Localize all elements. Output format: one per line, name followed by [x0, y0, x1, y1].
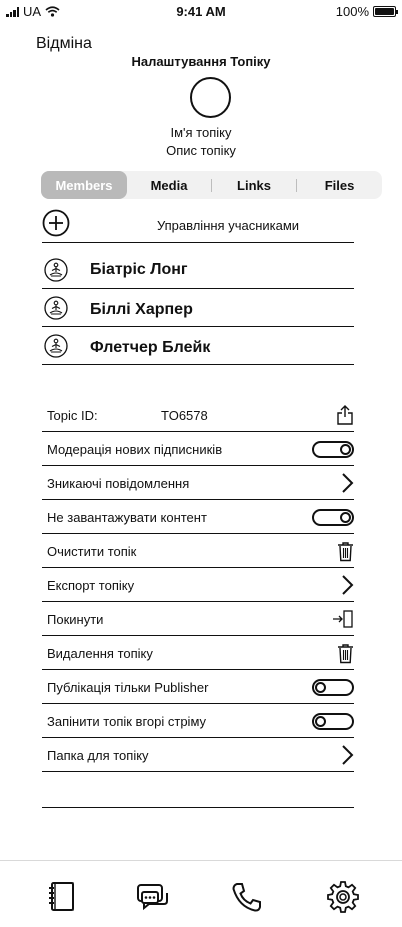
topic-folder-row[interactable] [42, 738, 354, 772]
setting-label: Покинути [47, 612, 104, 627]
phone-icon[interactable] [230, 880, 264, 914]
chevron-right-icon[interactable] [340, 574, 354, 596]
no-download-toggle[interactable] [312, 509, 354, 526]
cancel-button[interactable]: Відміна [36, 35, 92, 52]
page-title: Налаштування Топіку [131, 54, 271, 69]
status-bar [0, 0, 402, 22]
manage-members-label: Управління учасниками [156, 218, 300, 233]
status-right [336, 4, 396, 19]
meditation-avatar-icon [44, 296, 68, 320]
export-topic-row[interactable] [42, 568, 354, 602]
publisher-only-row [42, 670, 354, 704]
tab-links[interactable]: Links [237, 177, 271, 193]
share-control [310, 405, 354, 425]
battery-icon [373, 6, 396, 17]
no-download-row [42, 500, 354, 534]
publisher-only-toggle[interactable] [312, 679, 354, 696]
member-name: Біатріс Лонг [90, 261, 188, 278]
share-icon[interactable] [336, 405, 354, 425]
notebook-icon[interactable] [45, 880, 79, 914]
tab-files[interactable]: Files [324, 177, 355, 193]
meditation-avatar-icon [44, 258, 68, 282]
setting-label: Модерація нових підписників [47, 442, 223, 457]
topic-id-value: TO6578 [161, 408, 208, 423]
setting-label: Публікація тільки Publisher [47, 680, 209, 695]
list-end-divider [42, 807, 354, 808]
gear-icon[interactable] [326, 880, 360, 914]
meditation-avatar-icon [44, 334, 68, 358]
leave-icon[interactable] [332, 610, 354, 628]
setting-label: Папка для топіку [47, 748, 149, 763]
trash-icon[interactable] [337, 541, 354, 562]
segmented-tabs [41, 171, 382, 199]
topic-name[interactable]: Ім'я топіку [170, 125, 232, 140]
chat-icon[interactable] [135, 880, 169, 914]
setting-label: Не завантажувати контент [47, 510, 207, 525]
bottom-tab-bar [0, 860, 402, 927]
topic-id-row [42, 398, 354, 432]
member-name: Біллі Харпер [90, 301, 193, 318]
pin-topic-toggle[interactable] [312, 713, 354, 730]
setting-label: Експорт топіку [47, 578, 135, 593]
pin-topic-row [42, 704, 354, 738]
member-row[interactable] [42, 289, 354, 327]
chevron-right-icon[interactable] [340, 744, 354, 766]
carrier-label: UA [23, 4, 42, 19]
setting-label: Зникаючі повідомлення [47, 476, 190, 491]
setting-label: Topic ID: [47, 408, 98, 423]
member-row[interactable] [42, 251, 354, 289]
setting-label: Видалення топіку [47, 646, 153, 661]
setting-label: Очистити топік [47, 544, 137, 559]
status-time: 9:41 AM [176, 4, 226, 19]
member-name: Флетчер Блейк [90, 339, 211, 356]
leave-row[interactable] [42, 602, 354, 636]
clear-topic-row[interactable] [42, 534, 354, 568]
moderation-toggle[interactable] [312, 441, 354, 458]
setting-label: Запінити топік вгорі стріму [47, 714, 207, 729]
moderation-row [42, 432, 354, 466]
topic-description[interactable]: Опис топіку [166, 143, 236, 158]
topic-avatar[interactable] [190, 77, 231, 118]
battery-percent: 100% [335, 4, 369, 19]
tab-media[interactable]: Media [150, 177, 188, 193]
delete-topic-row[interactable] [42, 636, 354, 670]
tab-members[interactable]: Members [41, 171, 127, 199]
manage-members-row[interactable] [42, 207, 354, 243]
disappearing-messages-row[interactable] [42, 466, 354, 500]
member-row[interactable] [42, 327, 354, 365]
chevron-right-icon[interactable] [340, 472, 354, 494]
trash-icon[interactable] [337, 643, 354, 664]
add-circle-icon[interactable] [42, 209, 70, 237]
